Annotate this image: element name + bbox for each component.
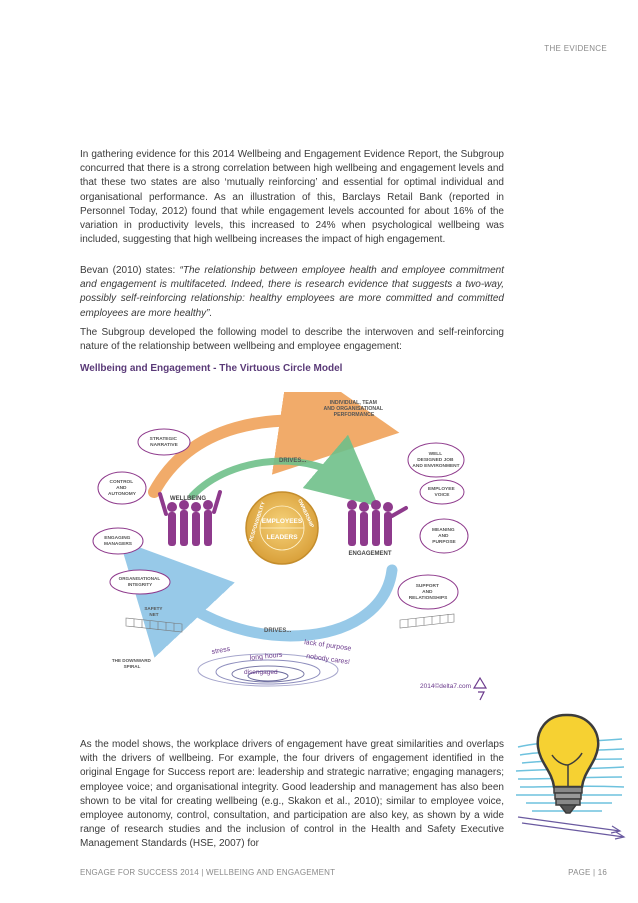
- center-coin: [246, 492, 318, 564]
- spiral-word-nobody-cares: nobody cares!: [305, 653, 351, 667]
- svg-text:EMPLOYEES: EMPLOYEES: [261, 518, 303, 525]
- downward-spiral-label: THE DOWNWARD SPIRAL: [111, 658, 151, 669]
- bubble-meaning-purpose: [420, 519, 468, 553]
- bubble-engaging-managers: [93, 528, 143, 554]
- virtuous-circle-diagram: [82, 392, 506, 704]
- green-arrow: [192, 461, 352, 496]
- spiral-word-long-hours: long hours: [249, 651, 283, 662]
- figure-title: Wellbeing and Engagement - The Virtuous Circle Model: [80, 363, 343, 374]
- svg-text:ORGANISATIONAL INTEGRITY: ORGANISATIONAL INTEGRITY: [118, 576, 161, 587]
- drives-top-label: DRIVES...: [279, 458, 307, 464]
- svg-text:WELL DESIGNED JOB: WELL DESIGNED JOB AND ENVIRONMENT: [412, 452, 460, 469]
- svg-text:CONTROL AND AUTONO: CONTROL AND AUTONOMY: [108, 480, 136, 497]
- svg-text:STRATEGIC NARRATIVE: STRATEGIC NARRATIVE: [149, 437, 178, 448]
- drives-bottom-label: DRIVES...: [264, 628, 292, 634]
- footer-page-number: PAGE | 16: [568, 868, 607, 877]
- spiral-word-stress: stress: [211, 645, 231, 656]
- spiral-word-lack-of-purpose: lack of purpose: [303, 639, 352, 653]
- lightbulb-icon: [512, 697, 630, 847]
- paragraph-model-intro: The Subgroup developed the following model to describe the interwoven and self-reinforcing nature of the relationship between wellbeing and employee engagement:: [80, 327, 504, 353]
- svg-text:RESPONSIBILITY: RESPONSIBILITY: [248, 501, 267, 543]
- svg-text:OWNERSHIP: OWNERSHIP: [296, 498, 315, 529]
- svg-text:ENGAGING MANAGERS: ENGAGING MANAGERS: [104, 536, 132, 547]
- svg-text:EMPLOYEE VOICE: EMPLOYEE VOICE: [428, 487, 455, 498]
- paragraph-model-discussion: As the model shows, the workplace drivers of engagement have great similarities and overlaps with the drivers of wellbeing. For example, the four drivers of engagement identified in the original Engage for Success report are: leadership and strategic narrative; engaging managers; employee voice; and organisational integrity. Good leadership and management has also been shown to be vital for creating wellbeing (e.g., Skakon et al., 2010); similar to employee voice, employee autonomy, control, consultation, and participation are also key, as shown by a wide range of research studies and the inclusion of control in the Health and Safety Executive Management Standards (HSE, 2007) for: [80, 739, 504, 850]
- blue-arrow: [157, 570, 392, 636]
- bubble-well-designed-job: [408, 443, 464, 477]
- footer-report-title: ENGAGE FOR SUCCESS 2014 | WELLBEING AND ENGAGEMENT: [80, 868, 336, 877]
- outcome-label: INDIVIDUAL, TEAM AND ORGANISATIONAL PERFORMANCE: [323, 400, 384, 418]
- orange-arrow: [154, 420, 340, 492]
- svg-text:LEADERS: LEADERS: [266, 534, 298, 541]
- bubble-control-autonomy: [98, 472, 146, 504]
- svg-text:MEANING AND PURPOS: MEANING AND PURPOSE: [432, 528, 456, 545]
- bubble-strategic-narrative: [138, 429, 190, 455]
- wellbeing-label: WELLBEING: [170, 496, 206, 502]
- safety-net-label: SAFETY NET: [144, 606, 163, 617]
- paragraph-intro: In gathering evidence for this 2014 Wellbeing and Engagement Evidence Report, the Subgroup concurred that there is a strong correlation between high wellbeing and engagement levels and that these two states are also ‘mutually reinforcing’ and essential for optimal individual and organisational performance. As an illustration of this, Barclays Retail Bank (reported in Personnel Today, 2012) found that while engagement levels accounted for about 16% of the variation in productivity levels, this increased to 24% when psychological wellbeing was included, suggesting that high wellbeing increases the impact of high engagement.: [80, 149, 504, 246]
- engagement-label: ENGAGEMENT: [348, 551, 392, 557]
- bubble-organisational-integrity: [110, 570, 170, 594]
- svg-text:SUPPORT AND RELATI: SUPPORT AND RELATIONSHIPS: [408, 584, 448, 601]
- figure-credit: 2014©delta7.com: [420, 683, 472, 690]
- bubble-support-relationships: [398, 575, 458, 609]
- bevan-quote: “The relationship between employee health and employee commitment and engagement is multifaceted. Indeed, there is research evidence that suggests a two-way, possibly self-reinforcing relationship: healthy employees are more committed and committed employees are more healthy”.: [80, 265, 505, 319]
- section-header: THE EVIDENCE: [544, 44, 607, 53]
- bevan-lead: Bevan (2010) states:: [80, 265, 180, 276]
- delta7-logo-icon: [474, 678, 486, 700]
- engagement-figures-icon: [347, 500, 406, 546]
- paragraph-bevan: [80, 264, 504, 321]
- spiral-word-disengaged: disengaged: [244, 669, 278, 676]
- bubble-employee-voice: [420, 480, 464, 504]
